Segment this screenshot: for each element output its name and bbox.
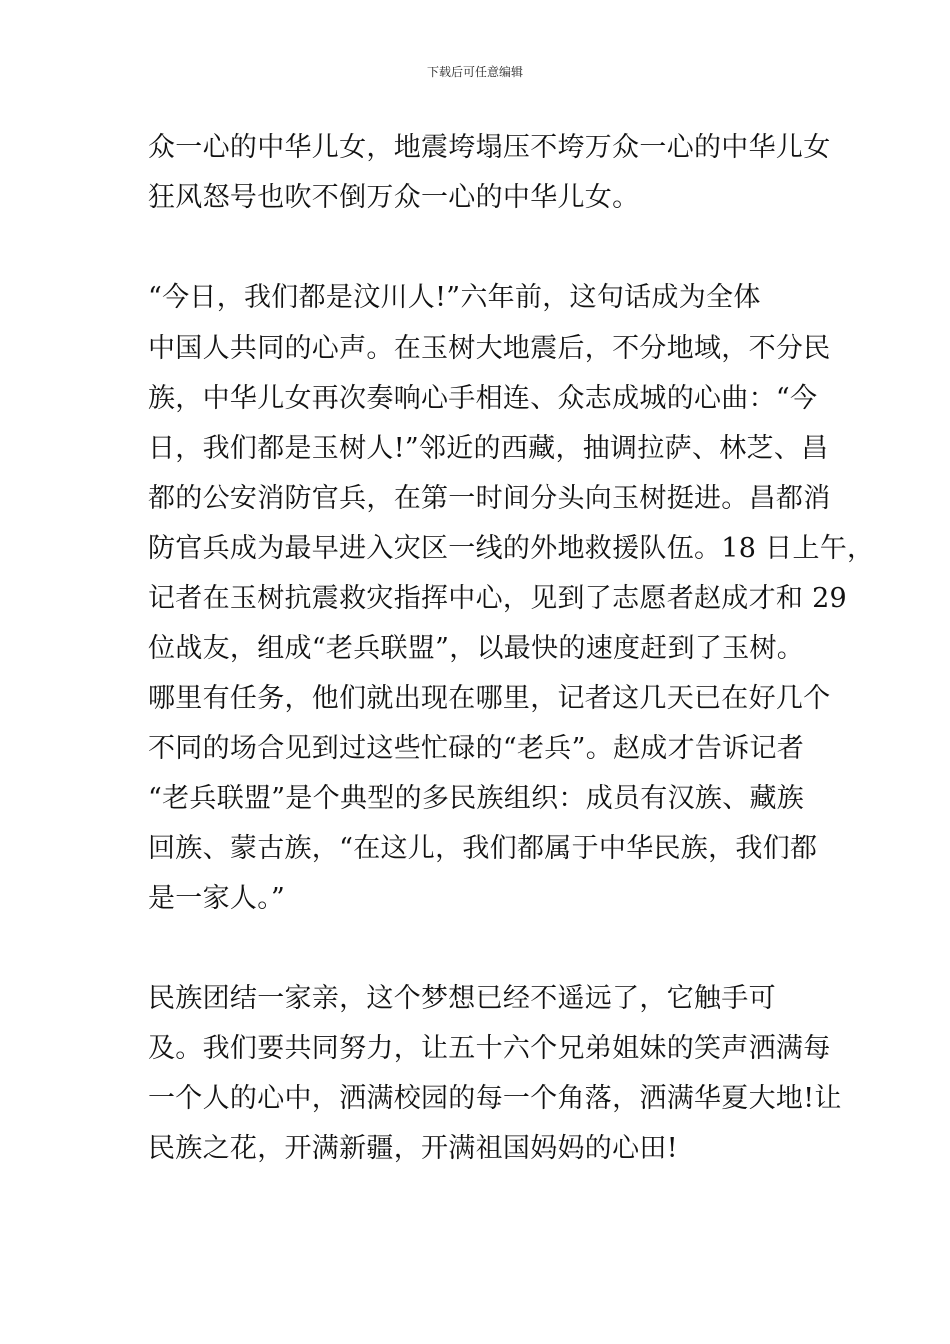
- text-line: 是一家人。”: [148, 883, 286, 914]
- text-line: 一个人的心中，洒满校园的每一个角落，洒满华夏大地!让: [148, 1083, 842, 1114]
- text-line: 回族、蒙古族，“在这儿，我们都属于中华民族，我们都: [148, 833, 818, 864]
- text-line: 狂风怒号也吹不倒万众一心的中华儿女。: [148, 182, 640, 213]
- page-header: 下载后可任意编辑: [426, 65, 523, 79]
- text-line: 都的公安消防官兵，在第一时间分头向玉树挺进。昌都消: [148, 483, 831, 514]
- text-line: 及。我们要共同努力，让五十六个兄弟姐妹的笑声洒满每: [148, 1033, 831, 1064]
- text-line: 不同的场合见到过这些忙碌的“老兵”。赵成才告诉记者: [148, 733, 805, 764]
- text-line: 民族团结一家亲，这个梦想已经不遥远了，它触手可: [148, 983, 776, 1014]
- text-line: 位战友，组成“老兵联盟”，以最快的速度赶到了玉树。: [148, 633, 805, 664]
- text-line: 众一心的中华儿女，地震垮塌压不垮万众一心的中华儿女: [148, 132, 831, 163]
- text-line: “今日，我们都是汶川人!”六年前，这句话成为全体: [148, 282, 761, 313]
- text-line: 中国人共同的心声。在玉树大地震后，不分地域，不分民: [148, 333, 831, 364]
- text-line: 族，中华儿女再次奏响心手相连、众志成城的心曲：“今: [148, 383, 818, 414]
- text-line: “老兵联盟”是个典型的多民族组织：成员有汉族、藏族: [148, 783, 805, 814]
- text-line: 民族之花，开满新疆，开满祖国妈妈的心田!: [148, 1133, 678, 1164]
- text-line: 防官兵成为最早进入灾区一线的外地救援队伍。18 日上午，: [148, 533, 875, 564]
- text-line: 记者在玉树抗震救灾指挥中心，见到了志愿者赵成才和 29: [148, 583, 848, 614]
- text-line: 哪里有任务，他们就出现在哪里，记者这几天已在好几个: [148, 683, 831, 714]
- text-line: 日，我们都是玉树人!”邻近的西藏，抽调拉萨、林芝、昌: [148, 433, 829, 464]
